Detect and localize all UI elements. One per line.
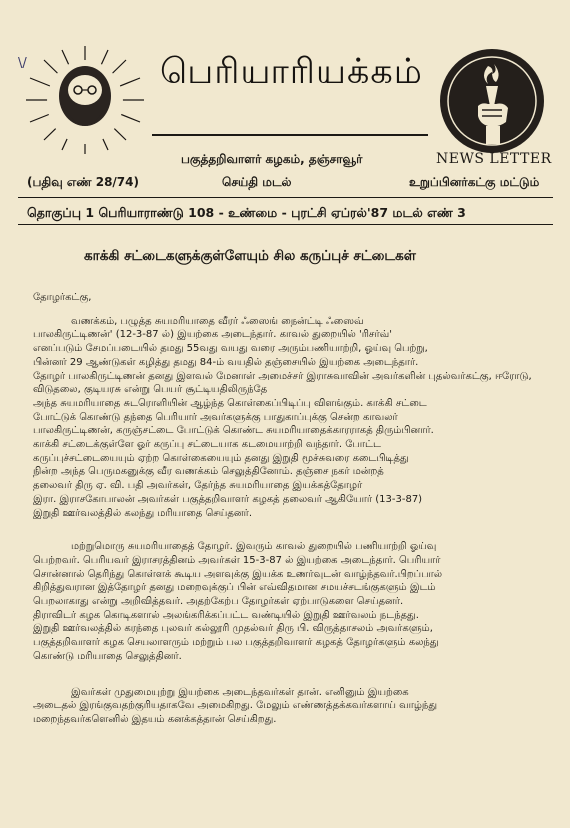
bulletin-label: செய்தி மடல் — [222, 175, 292, 189]
paragraph-3 — [33, 686, 533, 727]
registration-number: (பதிவு எண் 28/74) — [27, 175, 139, 189]
body-line: பாலகிருட்டிணன், கருஞ்சட்டை போட்டுக் கொண்ட சுயமரியாதைக்காரராகத் திரும்பினார். — [33, 425, 434, 437]
body-line: எனப்படும் சேமப்படையில் தமது 55வது வயது வரை அரும்பணியாற்றி, ஓய்வு பெற்று, — [33, 343, 428, 355]
divider-bottom — [18, 224, 553, 225]
paragraph-1 — [33, 315, 533, 521]
body-line: கிறித்துவரான இத்தோழர் தனது மறைவுக்குப் பின் எவ்விதமான சமயச்சடங்குகளும் இடம் — [33, 582, 436, 594]
article-headline: காக்கி சட்டைகளுக்குள்ளேயும் சில கருப்புச் சட்டைகள் — [84, 248, 416, 264]
body-line: வணக்கம், பழுத்த சுயமரியாதை வீரர் ஃஸைங் நைன்ட்டி ஃஸைவ் — [71, 315, 364, 327]
newsletter-label: NEWS LETTER — [436, 151, 552, 167]
body-line: மறைந்தவர்களெனில் இதயம் கனக்கத்தான் செய்கிறது. — [33, 713, 277, 725]
divider-top — [18, 197, 553, 198]
masthead-title: பெரியாரியக்கம் — [160, 52, 423, 92]
body-line: தலைவர் திரு ஏ. வி. பதி அவர்கள், தேர்ந்த சுயமரியாதை இயக்கத்தோழர் — [33, 480, 363, 492]
body-line: காக்கி சட்டைக்குள்ளே ஓர் கருப்பு சட்டையாக கடமையாற்றி வந்தார். போட்ட — [33, 439, 381, 451]
body-line: தோழர் பாலகிருட்டிணன் தனது இளவல் மேனாள் அமைச்சர் இராசுவாவின் அவர்களின் புதல்வர்கட்கு, ஈரோடு, விடுதலை, குடியரசு என்று பெயர் சூட்டியதிலிருந்தே — [33, 370, 532, 396]
issue-line: தொகுப்பு 1 பெரியாராண்டு 108 - உண்மை - புரட்சி ஏப்ரல்'87 மடல் எண் 3 — [27, 205, 466, 220]
paragraph-2 — [33, 540, 533, 663]
body-line: இவர்கள் முதுமையுற்று இயற்கை அடைந்தவர்கள் தான். எனினும் இயற்கை — [71, 686, 409, 698]
body-line: சொன்னால் தெரிந்து கொள்ளக் கூடிய அளவுக்கு இயக்க உணர்வுடன் வாழ்ந்தவர்.பிறப்பால் — [33, 568, 443, 580]
body-line: இறுதி ஊர்வலத்தில் கலந்து மரியாதை செய்தனர். — [33, 507, 252, 519]
body-line: பெற்றவர். பெரியவர் இராசரத்தினம் அவர்கள் 15-3-87 ல் இயற்கை அடைந்தார். பெரியார் — [33, 554, 441, 566]
article-body — [33, 291, 533, 727]
body-line: நின்ற அந்த பெருமகனுக்கு வீர வணக்கம் செலுத்தினோம். தஞ்சை நகர் மன்றத் — [33, 466, 384, 478]
body-line: மற்றுமொரு சுயமரியாதைத் தோழர். இவரும் காவல் துறையில் பணியாற்றி ஓய்வு — [71, 541, 437, 553]
body-line: பகுத்தறிவாளர் கழக செயலாளரும் மற்றும் பல பகுத்தறிவாளர் கழகத் தோழர்களும் கலந்து — [33, 637, 439, 649]
body-line: இறுதி ஊர்வலத்தில் கரந்தை புலவர் கல்லூரி முதல்வர் திரு பி. விருத்தாசலம் அவர்களும், — [33, 623, 433, 635]
salutation: தோழர்கட்கு, — [33, 292, 92, 303]
body-line: பின்னர் 29 ஆண்டுகள் கழித்து தமது 84-ம் வயதில் தஞ்சையில் இயற்கை அடைந்தார். — [33, 356, 419, 368]
body-line: பாலகிருட்டிணன்' (12-3-87 ல்) இயற்கை அடைந்தார். காவல் துறையில் 'ரிசர்வ்' — [33, 329, 392, 341]
organization-name: பகுத்தறிவாளர் கழகம், தஞ்சாவூர் — [181, 152, 363, 166]
periyar-portrait-emblem — [24, 44, 146, 156]
members-only-label: உறுப்பினர்கட்கு மட்டும் — [409, 175, 540, 189]
body-line: அடைதல் இரங்குவதற்குரியதாகவே அமைகிறது. மேலும் எண்ணத்தக்கவர்களாய் வாழ்ந்து — [33, 700, 438, 712]
body-line: போட்டுக் கொண்டு தந்தை பெரியார் அவர்களுக்கு பாதுகாப்புக்கு சென்ற காவலர் — [33, 411, 398, 423]
margin-pen-mark: \/ — [18, 56, 27, 71]
body-line: இரா. இராசகோபாலன் அவர்கள் பகுத்தறிவாளர் கழகத் தலைவர் ஆகியோர் (13-3-87) — [33, 493, 423, 505]
body-line: அந்த சுயமரியாதை சுடரொளியின் ஆழ்ந்த கொள்கைப்பிடிப்பு விளங்கும். காக்கி சட்டை — [33, 397, 427, 409]
body-line: கருப்புச்சட்டையையும் ஏற்ற கொள்கையையும் தனது இறுதி மூச்சுவரை கடைபிடித்து — [33, 452, 409, 464]
torch-emblem — [432, 46, 552, 156]
body-line: பெறலாகாது என்று அறிவித்தவர். அதற்கேற்ப தோழர்கள் ஏற்பாடுகளை செய்தனர். — [33, 596, 404, 608]
masthead-underline — [152, 134, 428, 136]
body-line: கொண்டு மரியாதை செலுத்தினர். — [33, 650, 182, 662]
body-line: திராவிடர் கழக கொடிகளால் அலங்கரிக்கப்பட்ட வண்டியில் இறுதி ஊர்வலம் நடந்தது. — [33, 609, 419, 621]
